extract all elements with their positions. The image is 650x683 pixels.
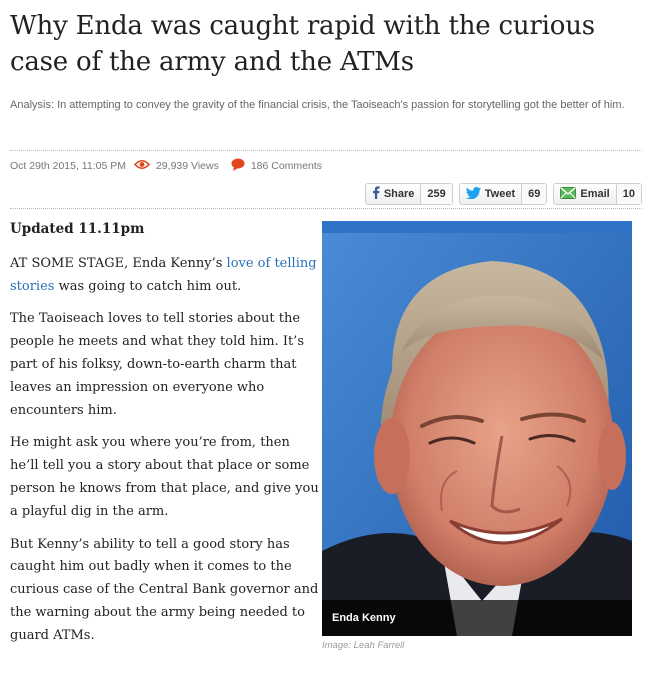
twitter-share-label: Tweet <box>484 188 516 200</box>
facebook-share-count: 259 <box>420 184 451 204</box>
love-of-telling-stories-link[interactable]: love of telling stories <box>10 255 317 294</box>
portrait-image <box>322 221 632 636</box>
twitter-share-count: 69 <box>521 184 546 204</box>
facebook-icon <box>372 186 380 202</box>
email-share-label: Email <box>580 188 610 200</box>
view-count: 29,939 Views <box>155 160 219 172</box>
body-paragraph: But Kenny’s ability to tell a good story has caught him out badly when it comes to the curious case of the Central Bank governor and the warning about the army being needed to guard ATMs. <box>10 536 319 643</box>
photo-credit: Image: Leah Farrell <box>322 640 405 651</box>
photo-caption: Enda Kenny <box>322 600 632 636</box>
envelope-icon <box>560 187 576 202</box>
twitter-share-button[interactable] <box>459 183 548 205</box>
email-share-count: 10 <box>616 184 641 204</box>
body-paragraph: The Taoiseach loves to tell stories about the people he meets and what they told him. It’s part of his folksy, down-to-earth charm that leaves an impression on everyone who encounters him. <box>10 311 304 418</box>
article-photo[interactable] <box>322 221 632 636</box>
twitter-bird-icon <box>466 187 481 202</box>
article-body <box>10 218 320 658</box>
comment-count[interactable]: 186 Comments <box>250 160 323 172</box>
body-paragraph <box>10 253 320 299</box>
article-title: Why Enda was caught rapid with the curious case of the army and the ATMs <box>10 11 595 77</box>
email-share-button[interactable] <box>553 183 642 205</box>
updated-notice: Updated 11.11pm <box>10 221 145 237</box>
article-meta <box>10 158 642 174</box>
facebook-share-button[interactable] <box>365 183 453 205</box>
share-bar <box>365 183 642 205</box>
body-paragraph: He might ask you where you’re from, then he’ll tell you a story about that place or some person he knows from that place, and give you a playful dig in the arm. <box>10 435 319 519</box>
paragraph-text: was going to catch him out. <box>54 278 242 294</box>
publish-date: Oct 29th 2015, 11:05 PM <box>10 160 126 172</box>
paragraph-text: AT SOME STAGE, Enda Kenny’s <box>10 255 227 271</box>
speech-bubble-icon[interactable] <box>231 158 245 174</box>
facebook-share-label: Share <box>383 188 415 200</box>
eye-icon <box>134 159 150 173</box>
divider <box>10 150 642 151</box>
divider <box>10 208 642 209</box>
article-summary: Analysis: In attempting to convey the gravity of the financial crisis, the Taoiseach's passion for storytelling got the better of him. <box>10 99 625 111</box>
